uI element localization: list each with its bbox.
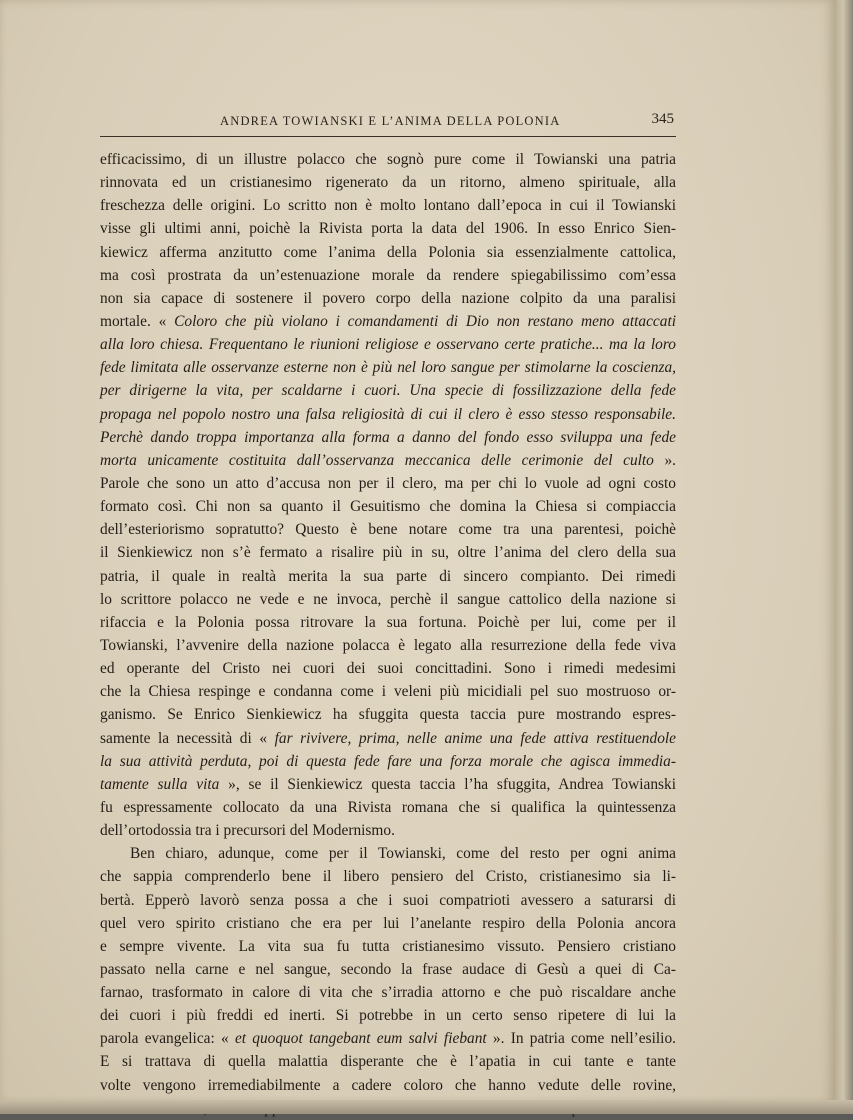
text-line	[100, 310, 676, 333]
text-segment: samente la necessità di «	[100, 729, 275, 747]
text-line	[100, 287, 676, 310]
text-line	[100, 703, 676, 726]
text-segment: bertà. Epperò lavorò senza possa a che i suoi compatrioti avessero a saturarsi di	[100, 891, 676, 909]
text-segment: che la Chiesa respinge e condanna come i veleni più micidiali pel suo mostruoso or-	[100, 683, 676, 701]
text-line	[100, 657, 676, 680]
text-line	[100, 264, 676, 287]
text-segment: E si trattava di quella malattia disperante che è l’apatia in cui tante e tante	[100, 1053, 676, 1071]
text-line	[100, 912, 676, 935]
text-segment: freschezza delle origini. Lo scritto non è molto lontano dall’epoca in cui il Towianski	[100, 197, 676, 215]
text-line	[100, 865, 676, 888]
text-line	[100, 842, 676, 865]
text-segment: ma così prostrata da un’estenuazione morale da rendere spiegabilissimo com’essa	[100, 266, 676, 284]
text-line	[100, 1027, 676, 1050]
text-segment: e sempre vivente. La vita sua fu tutta cristianesimo vissuto. Pensiero cristiano	[100, 937, 676, 955]
text-segment: rifaccia e la Polonia possa ritrovare la sua fortuna. Poichè per lui, come per il	[100, 613, 676, 631]
text-line	[100, 611, 676, 634]
text-segment: efficacissimo, di un illustre polacco che sognò pure come il Towianski una patria	[100, 151, 676, 168]
text-segment: Parole che sono un atto d’accusa non per il clero, ma per chi lo vuole ad ogni costo	[100, 474, 676, 492]
text-segment: lo scrittore polacco ne vede e ne invoca, perchè il sangue cattolico della nazione si	[100, 590, 676, 608]
text-segment: ». In patria come nell’esilio.	[486, 1030, 676, 1048]
text-line	[100, 680, 676, 703]
text-line	[100, 727, 676, 750]
text-segment: che sappia comprenderlo bene il libero pensiero del Cristo, cristianesimo sia li-	[100, 868, 676, 886]
running-header	[100, 110, 676, 137]
text-line	[100, 472, 676, 495]
text-line	[100, 565, 676, 588]
text-segment: non sia capace di sostenere il povero corpo della nazione colpito da una paralisi	[100, 289, 676, 307]
text-segment: », se il Sienkiewicz questa taccia l’ha sfuggita, Andrea Towianski	[219, 775, 676, 793]
text-segment: Ben chiaro, adunque, come per il Towianski, come del resto per ogni anima	[130, 845, 676, 863]
italic-quote-segment: Coloro che più violano i comandamenti di Dio non restano meno attaccati	[174, 312, 676, 330]
text-segment: dell’ortodossia tra i precursori del Modernismo.	[100, 822, 395, 840]
text-line	[100, 796, 676, 819]
text-segment: ed operante del Cristo nei cuori dei suoi concittadini. Sono i rimedi medesimi	[100, 660, 676, 678]
text-line	[100, 333, 676, 356]
text-segment: visse gli ultimi anni, poichè la Rivista porta la data del 1906. In esso Enrico Sien-	[100, 220, 676, 238]
text-segment: ».	[653, 451, 677, 469]
italic-quote-segment: far rivivere, prima, nelle anime una fede attiva restituendole	[274, 729, 676, 747]
text-segment: patria, il quale in realtà merita la sua parte di sincero compianto. Dei rimedi	[100, 567, 676, 585]
text-line	[100, 958, 676, 981]
italic-quote-segment: morta unicamente costituita dall’osservanza meccanica delle cerimonie del culto	[100, 451, 654, 469]
text-line	[100, 541, 676, 564]
text-line	[100, 356, 676, 379]
text-line	[100, 1004, 676, 1027]
text-line	[100, 241, 676, 264]
text-segment: volte vengono irremediabilmente a cadere coloro che hanno vedute delle rovine,	[100, 1076, 676, 1094]
italic-quote-segment: et quoquot tangebant eum salvi fiebant	[234, 1030, 487, 1048]
text-segment: rinnovata ed un cristianesimo rigenerato da un ritorno, almeno spirituale, alla	[100, 174, 676, 192]
text-segment: ganismo. Se Enrico Sienkiewicz ha sfuggita questa taccia pure mostrando espres-	[100, 706, 676, 724]
page-bottom-edge	[0, 1100, 853, 1114]
text-line	[100, 403, 676, 426]
text-line	[100, 981, 676, 1004]
italic-quote-segment: Perchè dando troppa importanza alla forma a danno del fondo esso sviluppa una fede	[100, 428, 676, 446]
text-line	[100, 518, 676, 541]
italic-quote-segment: tamente sulla vita	[100, 775, 220, 793]
text-line	[100, 889, 676, 912]
text-segment: passato nella carne e nel sangue, secondo la frase audace di Gesù a quei di Ca-	[100, 960, 676, 978]
text-line	[100, 588, 676, 611]
text-line	[100, 426, 676, 449]
text-line	[100, 773, 676, 796]
text-segment: farnao, trasformato in calore di vita che s’irradia attorno e che può riscaldare anche	[100, 984, 676, 1002]
text-segment: fu espressamente collocato da una Rivista romana che si qualifica la quintessenza	[100, 798, 676, 816]
italic-quote-segment: alla loro chiesa. Frequentano le riunioni religiose e osservano certe pratiche... ma la loro	[100, 336, 676, 354]
text-line	[100, 449, 676, 472]
text-segment: parola evangelica: «	[100, 1030, 235, 1048]
text-line	[100, 171, 676, 194]
running-title: ANDREA TOWIANSKI E L’ANIMA DELLA POLONIA	[220, 114, 561, 128]
text-line	[100, 217, 676, 240]
text-segment: il Sienkiewicz non s’è fermato a risalire più in su, oltre l’anima del clero della sua	[100, 544, 676, 562]
page-number: 345	[651, 111, 674, 127]
text-segment: mortale. «	[100, 312, 175, 330]
italic-quote-segment: per dirigerne la vita, per scaldarne i cuori. Una specie di fossilizzazione della fede	[100, 382, 676, 400]
text-line	[100, 194, 676, 217]
text-segment: dell’esteriorismo sopratutto? Questo è bene notare come tra una parentesi, poichè	[100, 521, 676, 539]
text-line	[100, 819, 676, 842]
text-line	[100, 634, 676, 657]
italic-quote-segment: la sua attività perduta, poi di questa fede fare una forza morale che agisca immedia-	[100, 752, 676, 770]
body-text	[100, 148, 676, 1120]
text-segment: dei cuori i più freddi ed inerti. Si potrebbe in un certo senso ripetere di lui la	[100, 1007, 676, 1025]
text-line	[100, 1050, 676, 1073]
italic-quote-segment: fede limitata alle osservanze esterne non è più nel loro sangue per stimolarne la coscienza,	[100, 359, 676, 377]
italic-quote-segment: propaga nel popolo nostro una falsa religiosità di cui il clero è esso stesso responsabile.	[100, 405, 676, 423]
text-line	[100, 495, 676, 518]
text-line	[100, 148, 676, 171]
text-line	[100, 379, 676, 402]
text-segment: quel vero spirito cristiano che era per lui l’anelante respiro della Polonia ancora	[100, 914, 676, 932]
text-segment: formato così. Chi non sa quanto il Gesuitismo che domina la Chiesa si compiaccia	[100, 498, 676, 516]
page-edge	[835, 0, 853, 1114]
text-line	[100, 935, 676, 958]
text-line	[100, 750, 676, 773]
text-segment: Towianski, l’avvenire della nazione polacca è legato alla resurrezione della fede viva	[100, 636, 676, 654]
text-segment: kiewicz afferma anzitutto come l’anima della Polonia sia essenzialmente cattolica,	[100, 243, 676, 261]
text-line	[100, 1074, 676, 1097]
